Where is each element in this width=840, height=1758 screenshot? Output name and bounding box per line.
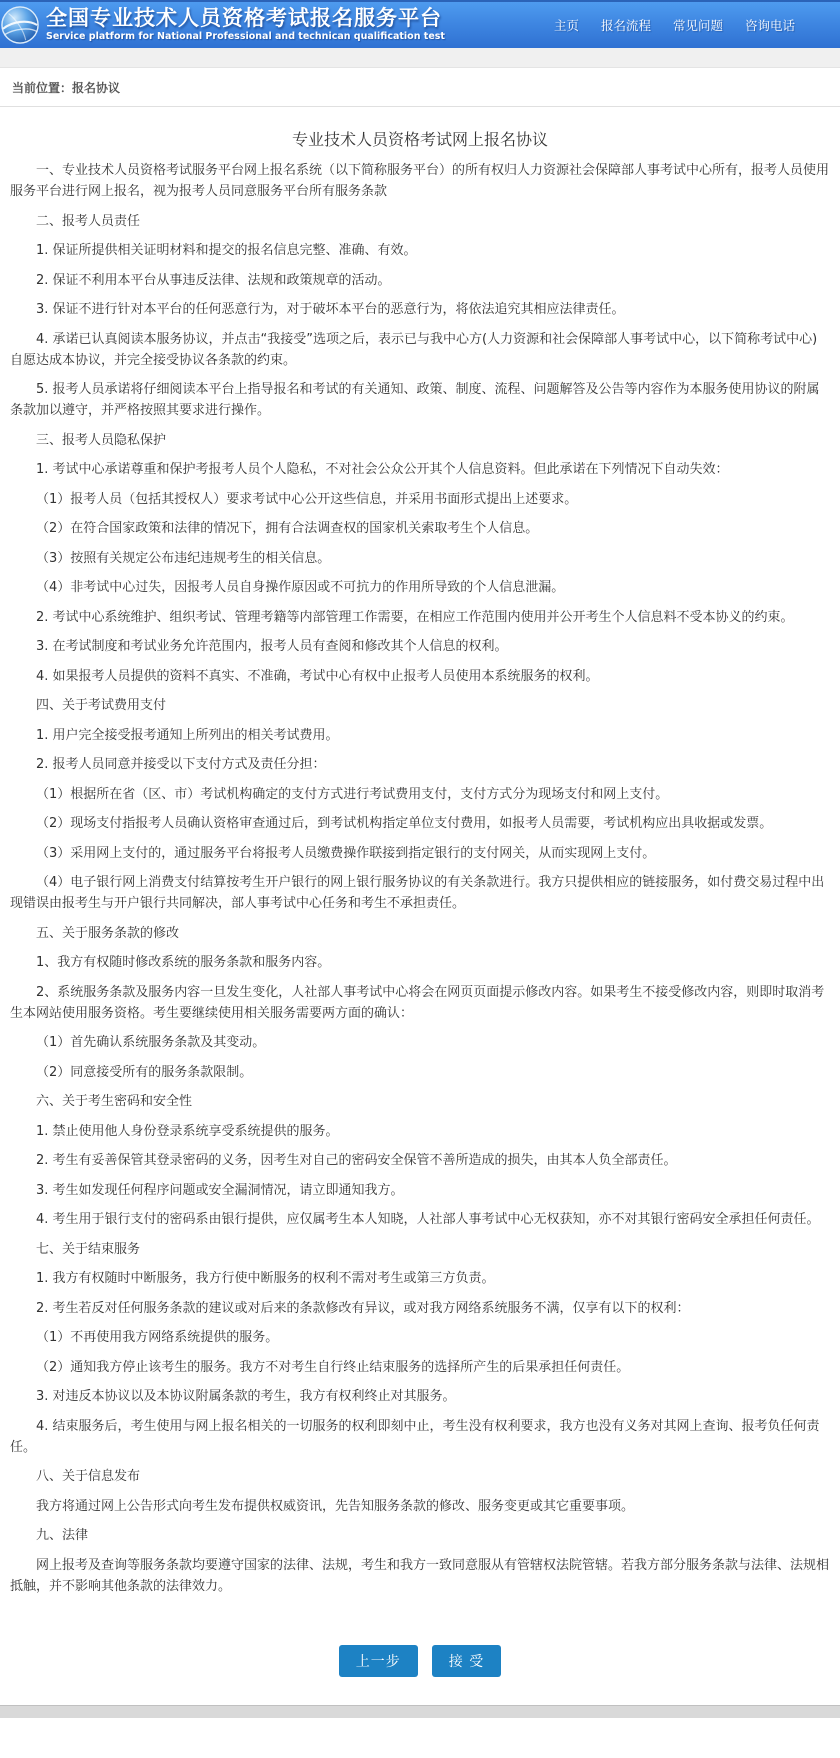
agreement-paragraph: 网上报考及查询等服务条款均要遵守国家的法律、法规，考生和我方一致同意服从有管辖权法院管辖。若我方部分服务条款与法律、法规相抵触，并不影响其他条款的法律效力。	[10, 1557, 830, 1594]
agreement-paragraph: 2. 报考人员同意并接受以下支付方式及责任分担：	[36, 757, 326, 772]
agreement-paragraph: （1）不再使用我方网络系统提供的服务。	[36, 1330, 279, 1345]
agreement-paragraph: 八、关于信息发布	[36, 1469, 141, 1484]
site-subtitle: Service platform for National Professional and technican qualification test	[46, 31, 445, 43]
agreement-paragraph: （4）非考试中心过失，因报考人员自身操作原因或不可抗力的作用所导致的个人信息泄漏。	[36, 580, 565, 595]
agreement-paragraph: 2. 保证不利用本平台从事违反法律、法规和政策规章的活动。	[36, 272, 391, 288]
nav-hotline-link[interactable]: 咨询电话	[744, 18, 795, 33]
agreement-paragraph: 1、我方有权随时修改系统的服务条款和服务内容。	[36, 955, 331, 970]
agreement-paragraph: 一、专业技术人员资格考试服务平台网上报名系统（以下简称服务平台）的所有权归人力资源社会保障部人事考试中心所有，报考人员使用服务平台进行网上报名，视为报考人员同意服务平台所有服务条款	[10, 163, 830, 199]
agreement-paragraph: 2. 考生有妥善保管其登录密码的义务，因考生对自己的密码安全保管不善所造成的损失，由其本人负全部责任。	[36, 1153, 677, 1168]
agreement-paragraph: 1. 用户完全接受报考通知上所列出的相关考试费用。	[36, 727, 339, 743]
agreement-title: 专业技术人员资格考试网上报名协议	[291, 130, 548, 149]
agreement-paragraph: 二、报考人员责任	[36, 213, 141, 229]
agreement-body	[10, 160, 830, 1597]
agreement-paragraph: （1）报考人员（包括其授权人）要求考试中心公开这些信息，并采用书面形式提出上述要求。	[36, 491, 578, 507]
agreement-paragraph: （4）电子银行网上消费支付结算按考生开户银行的网上银行服务协议的有关条款进行。我方只提供相应的链接服务，如付费交易过程中出现错误由报考生与开户银行共同解决，部人事考试中心任务和考生不承担责任。	[10, 875, 825, 911]
breadcrumb: 当前位置：报名协议	[12, 81, 121, 95]
accept-button[interactable]: 接 受	[432, 1645, 501, 1677]
agreement-paragraph: （3）按照有关规定公布违纪违规考生的相关信息。	[36, 550, 331, 566]
agreement-paragraph: （2）通知我方停止该考生的服务。我方不对考生自行终止结束服务的选择所产生的后果承担任何责任。	[36, 1359, 630, 1375]
agreement-paragraph: 我方将通过网上公告形式向考生发布提供权威资讯，先告知服务条款的修改、服务变更或其它重要事项。	[36, 1498, 635, 1514]
agreement-paragraph: （1）根据所在省（区、市）考试机构确定的支付方式进行考试费用支付，支付方式分为现场支付和网上支付。	[36, 786, 669, 802]
agreement-paragraph: 四、关于考试费用支付	[36, 698, 167, 713]
agreement-paragraph: （2）现场支付指报考人员确认资格审查通过后，到考试机构指定单位支付费用，如报考人员需要，考试机构应出具收据或发票。	[36, 816, 773, 831]
agreement-paragraph: 4. 考生用于银行支付的密码系由银行提供，应仅属考生本人知晓，人社部人事考试中心无权获知，亦不对其银行密码安全承担任何责任。	[36, 1212, 820, 1227]
agreement-paragraph: 1. 禁止使用他人身份登录系统享受系统提供的服务。	[36, 1123, 339, 1139]
breadcrumb-row	[0, 68, 840, 107]
agreement-paragraph: （2）同意接受所有的服务条款限制。	[36, 1064, 253, 1080]
action-buttons-row	[10, 1645, 830, 1677]
agreement-paragraph: 5. 报考人员承诺将仔细阅读本平台上指导报名和考试的有关通知、政策、制度、流程、问题解答及公告等内容作为本服务使用协议的附属条款加以遵守，并严格按照其要求进行操作。	[10, 382, 820, 418]
agreement-paragraph: 2. 考生若反对任何服务条款的建议或对后来的条款修改有异议，或对我方网络系统服务不满，仅享有以下的权利：	[36, 1300, 690, 1316]
agreement-paragraph: 1. 考试中心承诺尊重和保护考报考人员个人隐私，不对社会公众公开其个人信息资料。但此承诺在下列情况下自动失效：	[36, 462, 729, 477]
previous-step-button[interactable]: 上一步	[339, 1645, 418, 1677]
agreement-paragraph: 4. 如果报考人员提供的资料不真实、不准确，考试中心有权中止报考人员使用本系统服务的权利。	[36, 668, 599, 684]
agreement-paragraph: （1）首先确认系统服务条款及其变动。	[36, 1035, 266, 1050]
nav-home-link[interactable]: 主页	[553, 18, 579, 33]
agreement-paragraph: 4. 结束服务后，考生使用与网上报名相关的一切服务的权利即刻中止，考生没有权利要求，我方也没有义务对其网上查询、报考负任何责任。	[10, 1418, 820, 1455]
agreement-paragraph: 九、法律	[36, 1528, 89, 1543]
agreement-paragraph: 六、关于考生密码和安全性	[36, 1094, 193, 1109]
agreement-paragraph: 4. 承诺已认真阅读本服务协议，并点击“我接受”选项之后，表示已与我中心方(人力资源和社会保障部人事考试中心，以下简称考试中心)自愿达成本协议，并完全接受协议各条款的约束。	[10, 331, 818, 368]
site-header	[0, 0, 840, 48]
top-nav	[554, 16, 795, 34]
platform-globe-logo-icon	[1, 6, 39, 44]
agreement-paragraph: 2、系统服务条款及服务内容一旦发生变化，人社部人事考试中心将会在网页页面提示修改内容。如果考生不接受修改内容，则即时取消考生本网站使用服务资格。考生要继续使用相关服务需要两方面的确认：	[10, 984, 825, 1021]
site-title-block	[46, 7, 445, 43]
agreement-paragraph: 3. 在考试制度和考试业务允许范围内，报考人员有查阅和修改其个人信息的权利。	[36, 639, 508, 654]
agreement-paragraph: 3. 保证不进行针对本平台的任何恶意行为，对于破坏本平台的恶意行为，将依法追究其相应法律责任。	[36, 302, 625, 317]
agreement-paragraph: 2. 考试中心系统维护、组织考试、管理考籍等内部管理工作需要，在相应工作范围内使用并公开考生个人信息料不受本协义的约束。	[36, 609, 794, 625]
agreement-paragraph: 五、关于服务条款的修改	[36, 925, 180, 941]
agreement-paragraph: （2）在符合国家政策和法律的情况下，拥有合法调查权的国家机关索取考生个人信息。	[36, 521, 539, 536]
agreement-paragraph: 1. 保证所提供相关证明材料和提交的报名信息完整、准确、有效。	[36, 243, 417, 258]
nav-registration-process-link[interactable]: 报名流程	[600, 18, 651, 33]
agreement-paragraph: 3. 对违反本协议以及本协议附属条款的考生，我方有权利终止对其服务。	[36, 1389, 456, 1404]
site-title: 全国专业技术人员资格考试报名服务平台	[46, 6, 442, 31]
agreement-paragraph: 3. 考生如发现任何程序问题或安全漏洞情况，请立即通知我方。	[36, 1182, 404, 1198]
agreement-paragraph: 三、报考人员隐私保护	[36, 432, 167, 448]
nav-faq-link[interactable]: 常见问题	[672, 18, 723, 33]
agreement-paragraph: （3）采用网上支付的，通过服务平台将报考人员缴费操作联接到指定银行的支付网关，从而实现网上支付。	[36, 845, 656, 861]
agreement-paragraph: 1. 我方有权随时中断服务，我方行使中断服务的权利不需对考生或第三方负责。	[36, 1271, 495, 1286]
footer-strip	[0, 1705, 840, 1718]
agreement-content	[0, 127, 840, 1677]
agreement-paragraph: 七、关于结束服务	[36, 1241, 141, 1257]
subheader-band	[0, 48, 840, 68]
